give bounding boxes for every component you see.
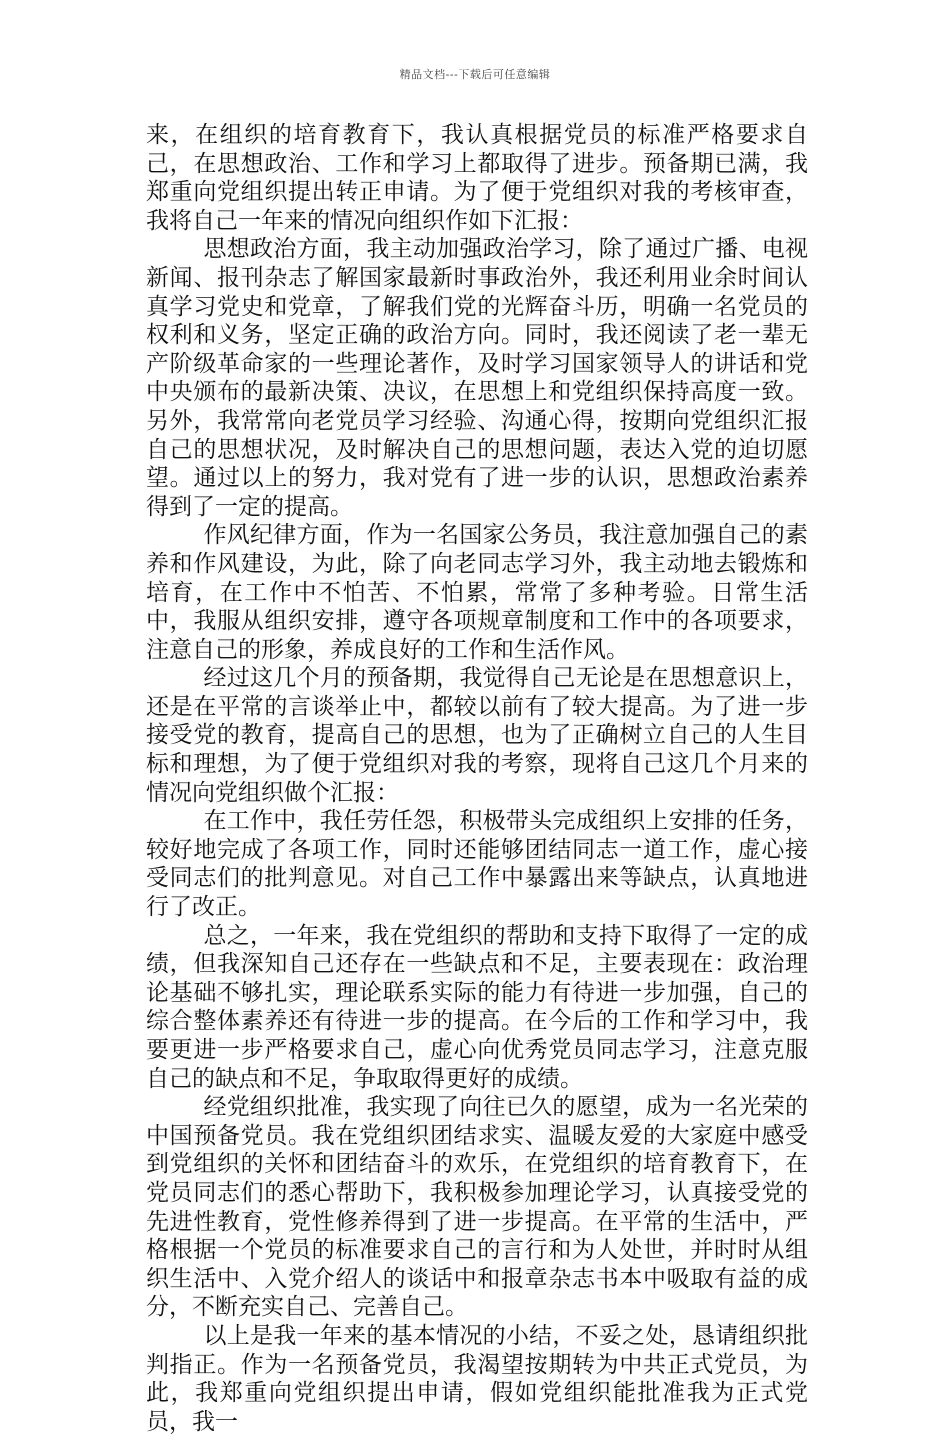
paragraph-work: 在工作中，我任劳任怨，积极带头完成组织上安排的任务，较好地完成了各项工作，同时还能够团结同志一道工作，虚心接受同志们的批判意见。对自己工作中暴露出来等缺点，认真地进行了改正。	[146, 808, 808, 921]
paragraph-political-thought: 思想政治方面，我主动加强政治学习，除了通过广播、电视新闻、报刊杂志了解国家最新时事政治外，我还利用业余时间认真学习党史和党章，了解我们党的光辉奋斗历，明确一名党员的权利和义务，坚定正确的政治方向。同时，我还阅读了老一辈无产阶级革命家的一些理论著作，及时学习国家领导人的讲话和党中央颁布的最新决策、决议，在思想上和党组织保持高度一致。另外，我常常向老党员学习经验、沟通心得，按期向党组织汇报自己的思想状况，及时解决自己的思想问题，表达入党的迫切愿望。通过以上的努力，我对党有了进一步的认识，思想政治素养得到了一定的提高。	[146, 236, 808, 520]
paragraph-intro: 来，在组织的培育教育下，我认真根据党员的标准严格要求自己，在思想政治、工作和学习上都取得了进步。预备期已满，我郑重向党组织提出转正申请。为了便于党组织对我的考核审查，我将自己一年来的情况向组织作如下汇报：	[146, 122, 808, 234]
paragraph-approval: 经党组织批准，我实现了向往已久的愿望，成为一名光荣的中国预备党员。我在党组织团结求实、温暖友爱的大家庭中感受到党组织的关怀和团结奋斗的欢乐，在党组织的培育教育下，在党员同志们的悉心帮助下，我积极参加理论学习，认真接受党的先进性教育，党性修养得到了进一步提高。在平常的生活中，严格根据一个党员的标准要求自己的言行和为人处世，并时时从组织生活中、入党介绍人的谈话中和报章杂志书本中吸取有益的成分，不断充实自己、完善自己。	[146, 1094, 808, 1321]
paragraph-probation: 经过这几个月的预备期，我觉得自己无论是在思想意识上，还是在平常的言谈举止中，都较以前有了较大提高。为了进一步接受党的教育，提高自己的思想，也为了正确树立自己的人生目标和理想，为了便于党组织对我的考察，现将自己这几个月来的情况向党组织做个汇报：	[146, 665, 808, 806]
paragraph-work-style: 作风纪律方面，作为一名国家公务员，我注意加强自己的素养和作风建设，为此，除了向老同志学习外，我主动地去锻炼和培育，在工作中不怕苦、不怕累，常常了多种考验。日常生活中，我服从组织安排，遵守各项规章制度和工作中的各项要求，注意自己的形象，养成良好的工作和生活作风。	[146, 522, 808, 663]
page-header: 精品文档---下载后可任意编辑	[399, 68, 551, 81]
paragraph-conclusion: 以上是我一年来的基本情况的小结，不妥之处，恳请组织批判指正。作为一名预备党员，我渴望按期转为中共正式党员，为此，我郑重向党组织提出申请，假如党组织能批准我为正式党员，我一	[146, 1322, 808, 1435]
paragraph-summary: 总之，一年来，我在党组织的帮助和支持下取得了一定的成绩，但我深知自己还存在一些缺点和不足，主要表现在：政治理论基础不够扎实，理论联系实际的能力有待进一步加强，自己的综合整体素养还有待进一步的提高。在今后的工作和学习中，我要更进一步严格要求自己，虚心向优秀党员同志学习，注意克服自己的缺点和不足，争取取得更好的成绩。	[146, 922, 808, 1092]
document-body	[146, 121, 808, 1436]
